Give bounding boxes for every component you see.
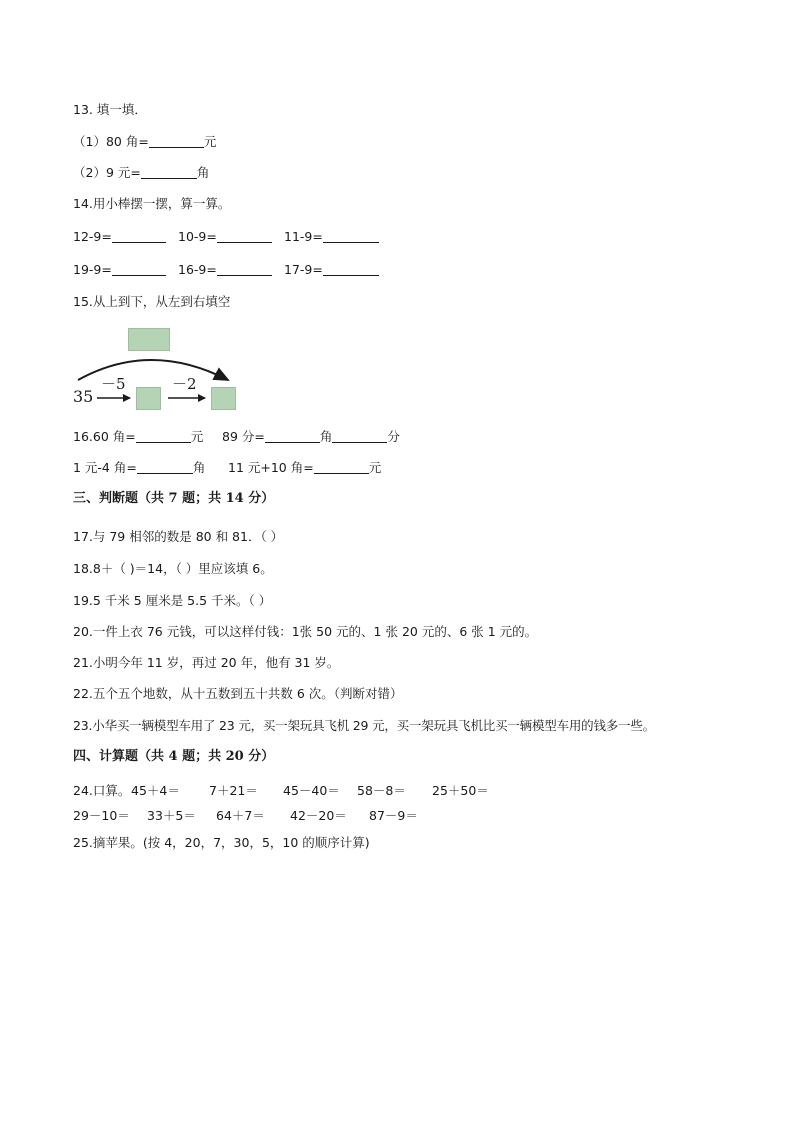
q15-start: 35 [73, 387, 94, 406]
q18-text: 18.8＋（ )＝14，（ ）里应该填 6。 [73, 561, 273, 576]
q16-line2-b-unit: 元 [368, 460, 382, 475]
q24-r2-c2: 33＋5＝ [147, 808, 196, 823]
q21-text: 21.小明今年 11 岁，再过 20 年，他有 31 岁。 [73, 655, 340, 670]
q15-op1: －5 [101, 375, 126, 393]
q16-line1-b-expr: 89 分= [222, 429, 265, 444]
q24-r1-c1: 45＋4＝ [131, 783, 180, 798]
q14-r2-c1-expr: 19-9= [73, 262, 112, 277]
q24-r1-c2: 7＋21＝ [209, 783, 258, 798]
q22-text: 22.五个五个地数，从十五数到五十共数 6 次。（判断对错） [73, 686, 403, 701]
q14-r1-c3-expr: 11-9= [284, 229, 323, 244]
q13-title: 13. 填一填． [73, 102, 147, 117]
q16-line2-a-blank[interactable] [137, 461, 193, 474]
q13-item-2-prefix: （2）9 元= [73, 165, 141, 180]
q13-item-2-suffix: 角 [196, 165, 210, 180]
q23-text: 23.小华买一辆模型车用了 23 元，买一架玩具飞机 29 元，买一架玩具飞机比买一辆模型车用的钱多一些。 [73, 718, 655, 733]
q24-r2-c4: 42－20＝ [290, 808, 347, 823]
q14-r1-c1-expr: 12-9= [73, 229, 112, 244]
q24-r2-c1: 29－10＝ [73, 808, 130, 823]
q14-r2-c2-expr: 16-9= [178, 262, 217, 277]
q16-line1-a [73, 429, 203, 445]
q20-text: 20.一件上衣 76 元钱，可以这样付钱：1张 50 元的、1 张 20 元的、6 张 1 元的。 [73, 624, 538, 639]
q16-line2-a-expr: 1 元-4 角= [73, 460, 137, 475]
q24-r1-c4: 58－8＝ [357, 783, 406, 798]
q13-item-1-suffix: 元 [203, 134, 217, 149]
q16-line1-a-expr: 16.60 角= [73, 429, 136, 444]
q16-line2-a [73, 460, 205, 476]
q14-r1-c2-expr: 10-9= [178, 229, 217, 244]
q16-line1-b-blank-1[interactable] [265, 430, 320, 443]
q16-line2-b [228, 460, 381, 476]
q14-title: 14.用小棒摆一摆，算一算。 [73, 196, 231, 211]
section-3-heading: 三、判断题（共 7 题；共 14 分） [73, 491, 275, 506]
q15-op2: －2 [172, 375, 197, 393]
q24-r1-c3: 45－40＝ [283, 783, 340, 798]
q16-line2-b-blank[interactable] [314, 461, 369, 474]
q14-r2-c3-expr: 17-9= [284, 262, 323, 277]
q16-line1-a-unit: 元 [190, 429, 204, 444]
q13-item-1-prefix: （1）80 角= [73, 134, 149, 149]
q24-r2-c5: 87－9＝ [369, 808, 418, 823]
q24-label: 24.口算。 [73, 783, 131, 798]
q19-text: 19.5 千米 5 厘米是 5.5 千米。（ ） [73, 593, 272, 608]
section-4-heading: 四、计算题（共 4 题；共 20 分） [73, 749, 275, 764]
q16-line1-a-blank[interactable] [136, 430, 191, 443]
q17-text: 17.与 79 相邻的数是 80 和 81．（ ） [73, 529, 284, 544]
q16-line2-a-unit: 角 [192, 460, 206, 475]
q16-line1-b-unit-2: 分 [387, 429, 400, 444]
q16-line2-b-expr: 11 元+10 角= [228, 460, 314, 475]
q16-line1-b [222, 429, 400, 445]
q15-title: 15.从上到下，从左到右填空 [73, 294, 231, 309]
q16-line1-b-unit-1: 角 [319, 429, 333, 444]
q24-r1-c5: 25＋50＝ [432, 783, 489, 798]
q16-line1-b-blank-2[interactable] [332, 430, 387, 443]
q24-r2-c3: 64＋7＝ [216, 808, 265, 823]
q25-text: 25.摘苹果。(按 4，20，7，30，5，10 的顺序计算) [73, 835, 370, 850]
